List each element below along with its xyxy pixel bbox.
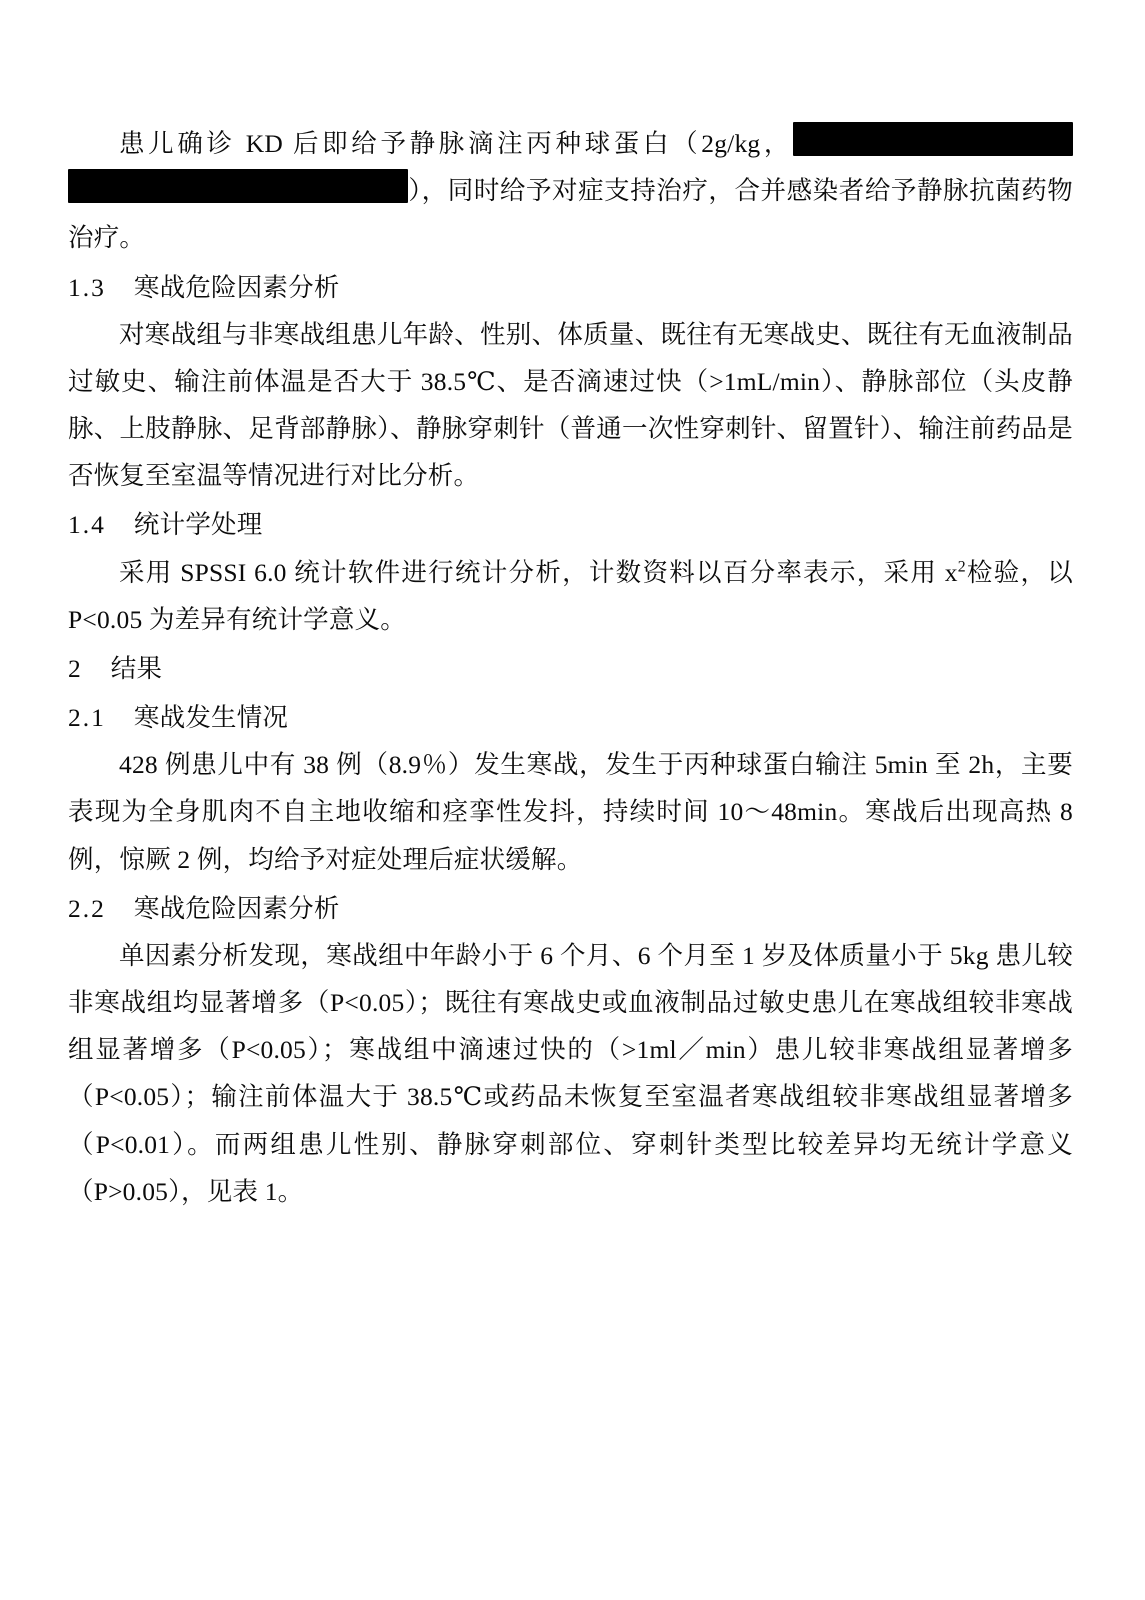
heading-2-title: 结果 — [110, 653, 163, 683]
paragraph-1-3: 对寒战组与非寒战组患儿年龄、性别、体质量、既往有无寒战史、既往有无血液制品过敏史、输注前体温是否大于 38.5℃、是否滴速过快（>1mL/min）、静脉部位（头皮静脉、上肢静脉、足背部静脉）、静脉穿刺针（普通一次性穿刺针、留置针）、输注前药品是否恢复至室温等情况进行对比分析。 — [68, 319, 1073, 491]
paragraph-1-4-part2: 检验，以 P<0.05 为差异有统计学意义。 — [68, 557, 1073, 634]
heading-1-4-number: 1.4 — [68, 510, 106, 540]
heading-2-2-number: 2.2 — [68, 893, 106, 923]
paragraph-intro-tail: 药物治疗。 — [68, 176, 1073, 253]
heading-2-number: 2 — [68, 653, 83, 683]
heading-2 — [68, 645, 1073, 692]
heading-2-1-title: 寒战发生情况 — [133, 703, 289, 733]
heading-2-2 — [68, 885, 1073, 932]
paragraph-1-4 — [68, 549, 1073, 643]
heading-1-3-title: 寒战危险因素分析 — [133, 272, 340, 302]
heading-2-1 — [68, 694, 1073, 741]
paragraph-intro — [68, 120, 1073, 262]
paragraph-2-2: 单因素分析发现，寒战组中年龄小于 6 个月、6 个月至 1 岁及体质量小于 5kg 患儿较非寒战组均显著增多（P<0.05）；既往有寒战史或血液制品过敏史患儿在寒战组较非寒战组显著增多（P<0.05）；寒战组中滴速过快的（>1ml／min）患儿较非寒战组显著增多（P<0.05）；输注前体温大于 38.5℃或药品未恢复至室温者寒战组较非寒战组显著增多（P<0.01）。而两组患儿性别、静脉穿刺部位、穿刺针类型比较差异均无统计学意义（P>0.05），见表 1。 — [68, 940, 1073, 1206]
redaction-block-1 — [793, 122, 1073, 156]
chi-square-superscript: 2 — [957, 558, 966, 576]
paragraph-1-4-part1: 采用 SPSSI 6.0 统计软件进行统计分析，计数资料以百分率表示，采用 x — [119, 557, 958, 587]
heading-1-4-title: 统计学处理 — [133, 510, 263, 540]
heading-1-3 — [68, 264, 1073, 311]
heading-1-4 — [68, 501, 1073, 548]
redaction-block-2 — [68, 169, 408, 203]
paragraph-2-1: 428 例患儿中有 38 例（8.9％）发生寒战，发生于丙种球蛋白输注 5min 至 2h，主要表现为全身肌肉不自主地收缩和痉挛性发抖，持续时间 10～48min。寒战后出现高热 8 例，惊厥 2 例，均给予对症处理后症状缓解。 — [68, 750, 1073, 874]
heading-1-3-number: 1.3 — [68, 272, 106, 302]
heading-2-2-title: 寒战危险因素分析 — [133, 893, 340, 923]
paragraph-intro-middle: ），同时给予对症支持治疗，合并感染者给予静脉抗菌 — [408, 176, 1022, 206]
heading-2-1-number: 2.1 — [68, 703, 106, 733]
paragraph-intro-lead: 患儿确诊 KD 后即给予静脉滴注丙种球蛋白（2g/kg， — [119, 129, 793, 158]
document-body — [68, 120, 1073, 1215]
